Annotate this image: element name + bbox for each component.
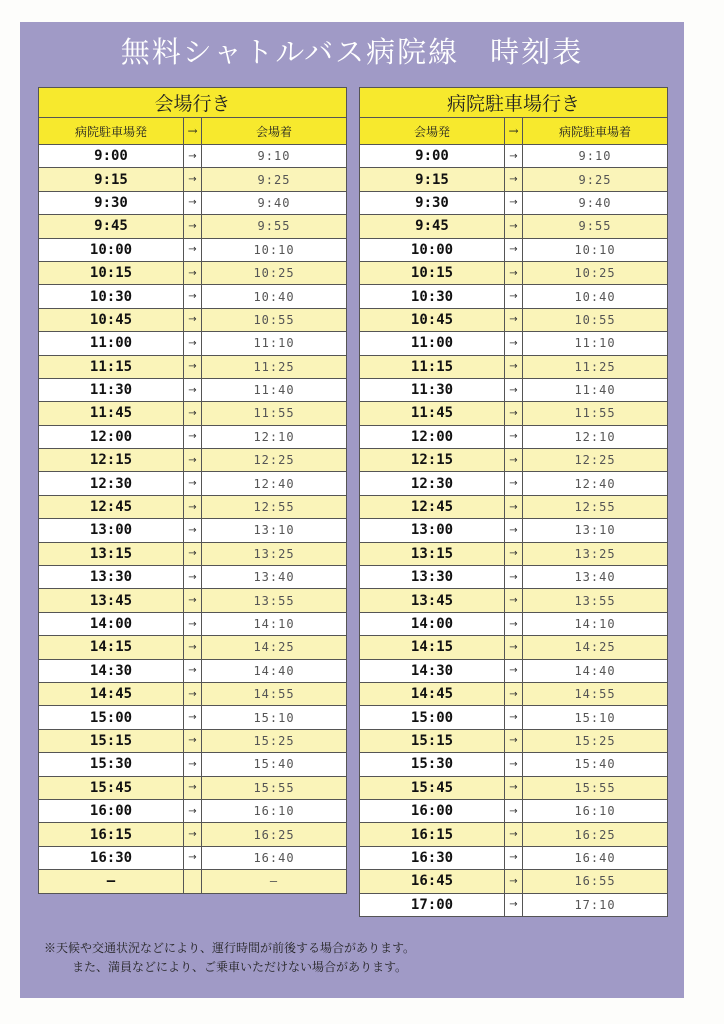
table-row (39, 308, 347, 331)
table-row (39, 753, 347, 776)
departure-time: 11:45 (39, 402, 184, 425)
departure-time: 11:00 (39, 332, 184, 355)
table-row (39, 495, 347, 518)
timetable-sheet (20, 22, 684, 998)
arrival-time: 9:55 (523, 215, 668, 238)
depart-column-header: 会場発 (360, 118, 505, 145)
arrow-glyph: → (184, 566, 202, 589)
departure-time: 13:45 (39, 589, 184, 612)
arrival-time: — (202, 870, 347, 893)
table-row (360, 823, 668, 846)
table-row (360, 589, 668, 612)
arrival-time: 9:25 (523, 168, 668, 191)
arrival-time: 12:10 (202, 425, 347, 448)
arrow-glyph: → (505, 566, 523, 589)
arrival-time: 11:55 (523, 402, 668, 425)
table-row (39, 706, 347, 729)
arrow-glyph: → (184, 285, 202, 308)
arrival-time: 13:25 (523, 542, 668, 565)
departure-time: 9:30 (360, 191, 505, 214)
arrow-glyph: → (184, 753, 202, 776)
arrival-time: 13:55 (523, 589, 668, 612)
arrow-glyph: → (184, 519, 202, 542)
table-row (360, 566, 668, 589)
arrival-time: 9:10 (202, 145, 347, 168)
arrival-time: 9:40 (523, 191, 668, 214)
arrival-time: 14:10 (202, 612, 347, 635)
table-row (39, 191, 347, 214)
departure-time: 10:30 (39, 285, 184, 308)
arrival-time: 11:10 (202, 332, 347, 355)
table-row (360, 612, 668, 635)
table-row (360, 472, 668, 495)
departure-time: 15:45 (39, 776, 184, 799)
departure-time: 12:45 (39, 495, 184, 518)
departure-time: 11:30 (360, 378, 505, 401)
departure-time: 10:00 (360, 238, 505, 261)
table-row (360, 799, 668, 822)
departure-time: 14:00 (360, 612, 505, 635)
arrival-time: 14:55 (202, 682, 347, 705)
arrow-glyph: → (184, 191, 202, 214)
arrow-glyph: → (184, 729, 202, 752)
arrival-time: 16:10 (202, 799, 347, 822)
departure-time: 14:15 (360, 636, 505, 659)
table-row (39, 285, 347, 308)
arrow-glyph: → (505, 753, 523, 776)
table-row (360, 519, 668, 542)
table-row (39, 659, 347, 682)
arrow-glyph: → (505, 870, 523, 893)
table-row (360, 145, 668, 168)
arrival-time: 12:25 (202, 449, 347, 472)
departure-time: 15:30 (360, 753, 505, 776)
arrival-time: 13:40 (202, 566, 347, 589)
arrival-time: 12:55 (202, 495, 347, 518)
note-line: ※天候や交通状況などにより、運行時間が前後する場合があります。 (44, 941, 416, 955)
table-row (39, 542, 347, 565)
arrow-glyph: → (505, 799, 523, 822)
arrival-time: 15:25 (523, 729, 668, 752)
arrow-glyph: → (184, 706, 202, 729)
arrival-time: 16:10 (523, 799, 668, 822)
arrival-time: 17:10 (523, 893, 668, 916)
departure-time: — (39, 870, 184, 893)
arrow-glyph: → (184, 402, 202, 425)
table-row (39, 168, 347, 191)
table-row (360, 449, 668, 472)
arrow-glyph: → (184, 308, 202, 331)
departure-time: 9:15 (360, 168, 505, 191)
arrow-glyph: → (184, 589, 202, 612)
arrow-glyph: → (505, 706, 523, 729)
departure-time: 17:00 (360, 893, 505, 916)
table-row (39, 472, 347, 495)
departure-time: 11:00 (360, 332, 505, 355)
arrow-glyph: → (184, 261, 202, 284)
arrival-time: 10:55 (202, 308, 347, 331)
arrival-time: 13:55 (202, 589, 347, 612)
departure-time: 10:15 (39, 261, 184, 284)
arrival-time: 16:40 (523, 846, 668, 869)
table-row (360, 168, 668, 191)
arrow-glyph: → (505, 846, 523, 869)
departure-time: 14:15 (39, 636, 184, 659)
notes (44, 939, 415, 977)
arrival-time: 16:55 (523, 870, 668, 893)
departure-time: 16:30 (39, 846, 184, 869)
arrow-glyph: → (184, 472, 202, 495)
arrow-glyph: → (505, 682, 523, 705)
table-row (360, 215, 668, 238)
table-row (39, 566, 347, 589)
table-row (360, 308, 668, 331)
departure-time: 11:45 (360, 402, 505, 425)
table-row (360, 870, 668, 893)
table-row (360, 332, 668, 355)
table-row (39, 378, 347, 401)
arrival-time: 15:10 (523, 706, 668, 729)
arrow-glyph: → (505, 191, 523, 214)
arrival-time: 14:40 (523, 659, 668, 682)
arrow-glyph: → (505, 285, 523, 308)
arrival-time: 13:10 (202, 519, 347, 542)
page-title: 無料シャトルバス病院線 時刻表 (120, 35, 584, 69)
departure-time: 14:30 (39, 659, 184, 682)
arrow-glyph: → (184, 823, 202, 846)
table-row (360, 191, 668, 214)
arrival-time: 12:25 (523, 449, 668, 472)
table-row (39, 870, 347, 893)
departure-time: 9:30 (39, 191, 184, 214)
departure-time: 13:00 (360, 519, 505, 542)
arrival-time: 14:25 (202, 636, 347, 659)
departure-time: 12:30 (39, 472, 184, 495)
arrow-glyph: → (505, 823, 523, 846)
departure-time: 16:00 (39, 799, 184, 822)
arrival-time: 15:55 (523, 776, 668, 799)
departure-time: 11:15 (360, 355, 505, 378)
departure-time: 15:30 (39, 753, 184, 776)
departure-time: 10:15 (360, 261, 505, 284)
arrow-glyph: → (184, 542, 202, 565)
arrival-time: 10:40 (202, 285, 347, 308)
arrow-glyph: → (505, 776, 523, 799)
departure-time: 10:45 (39, 308, 184, 331)
arrival-time: 15:55 (202, 776, 347, 799)
arrow-glyph: → (505, 449, 523, 472)
table-row (39, 846, 347, 869)
arrive-column-header: 会場着 (202, 118, 347, 145)
arrow-glyph: → (505, 495, 523, 518)
departure-time: 15:45 (360, 776, 505, 799)
arrow-glyph: → (184, 659, 202, 682)
arrival-time: 16:25 (523, 823, 668, 846)
departure-time: 12:15 (39, 449, 184, 472)
table-row (39, 449, 347, 472)
arrival-time: 14:40 (202, 659, 347, 682)
arrow-glyph: → (505, 168, 523, 191)
departure-time: 13:45 (360, 589, 505, 612)
departure-time: 16:15 (360, 823, 505, 846)
departure-time: 14:45 (360, 682, 505, 705)
departure-time: 15:00 (360, 706, 505, 729)
arrival-time: 15:40 (202, 753, 347, 776)
table-row (39, 729, 347, 752)
departure-time: 10:00 (39, 238, 184, 261)
departure-time: 15:00 (39, 706, 184, 729)
departure-time: 14:00 (39, 612, 184, 635)
table-row (39, 799, 347, 822)
arrival-time: 11:40 (523, 378, 668, 401)
arrival-time: 10:25 (202, 261, 347, 284)
arrow-glyph: → (505, 612, 523, 635)
arrow-glyph: → (505, 519, 523, 542)
arrow-glyph: → (184, 332, 202, 355)
table-row (360, 425, 668, 448)
table-row (360, 378, 668, 401)
arrow-glyph: → (184, 168, 202, 191)
arrow-glyph: → (505, 261, 523, 284)
arrival-time: 13:40 (523, 566, 668, 589)
arrow-glyph: → (505, 589, 523, 612)
table-row (39, 238, 347, 261)
arrow-glyph: → (505, 472, 523, 495)
arrow-glyph: → (505, 893, 523, 916)
arrow-glyph: → (184, 378, 202, 401)
table-row (39, 261, 347, 284)
arrival-time: 14:10 (523, 612, 668, 635)
arrow-glyph: → (184, 776, 202, 799)
departure-time: 13:30 (360, 566, 505, 589)
arrival-time: 10:25 (523, 261, 668, 284)
table-row (360, 706, 668, 729)
table-row (39, 589, 347, 612)
departure-time: 16:30 (360, 846, 505, 869)
arrival-time: 9:10 (523, 145, 668, 168)
table-row (39, 355, 347, 378)
arrow-glyph: → (505, 402, 523, 425)
arrival-time: 16:40 (202, 846, 347, 869)
arrow-glyph: → (505, 215, 523, 238)
table-row (39, 682, 347, 705)
table-row (39, 636, 347, 659)
table-row (39, 425, 347, 448)
arrival-time: 14:25 (523, 636, 668, 659)
departure-time: 11:30 (39, 378, 184, 401)
departure-time: 14:45 (39, 682, 184, 705)
departure-time: 14:30 (360, 659, 505, 682)
departure-time: 12:15 (360, 449, 505, 472)
arrival-time: 10:10 (202, 238, 347, 261)
arrow-glyph: → (184, 636, 202, 659)
table-row (39, 776, 347, 799)
table-to-hospital-parking (359, 87, 668, 917)
arrival-time: 10:55 (523, 308, 668, 331)
table-row (360, 355, 668, 378)
arrival-time: 9:40 (202, 191, 347, 214)
table-row (360, 776, 668, 799)
arrow-glyph: → (184, 425, 202, 448)
arrow-column-header: → (505, 118, 523, 145)
direction-heading: 病院駐車場行き (360, 88, 668, 118)
arrival-time: 11:40 (202, 378, 347, 401)
departure-time: 13:15 (39, 542, 184, 565)
departure-time: 9:45 (39, 215, 184, 238)
arrival-time: 10:10 (523, 238, 668, 261)
table-row (360, 893, 668, 916)
table-row (360, 729, 668, 752)
departure-time: 9:00 (39, 145, 184, 168)
arrival-time: 9:25 (202, 168, 347, 191)
departure-time: 10:30 (360, 285, 505, 308)
table-to-venue (38, 87, 347, 894)
arrow-column-header: → (184, 118, 202, 145)
arrow-glyph: → (505, 425, 523, 448)
arrow-glyph (184, 870, 202, 893)
arrival-time: 12:55 (523, 495, 668, 518)
arrival-time: 15:40 (523, 753, 668, 776)
departure-time: 13:30 (39, 566, 184, 589)
arrow-glyph: → (505, 729, 523, 752)
arrival-time: 16:25 (202, 823, 347, 846)
departure-time: 15:15 (39, 729, 184, 752)
table-row (39, 612, 347, 635)
departure-time: 15:15 (360, 729, 505, 752)
table-row (360, 495, 668, 518)
table-row (360, 682, 668, 705)
arrow-glyph: → (505, 659, 523, 682)
departure-time: 12:00 (360, 425, 505, 448)
arrow-glyph: → (505, 636, 523, 659)
arrow-glyph: → (505, 308, 523, 331)
arrival-time: 11:55 (202, 402, 347, 425)
table-row (360, 753, 668, 776)
table-row (39, 215, 347, 238)
departure-time: 13:00 (39, 519, 184, 542)
departure-time: 9:00 (360, 145, 505, 168)
arrow-glyph: → (505, 145, 523, 168)
arrow-glyph: → (505, 355, 523, 378)
arrow-glyph: → (184, 238, 202, 261)
arrow-glyph: → (505, 238, 523, 261)
departure-time: 12:45 (360, 495, 505, 518)
arrival-time: 14:55 (523, 682, 668, 705)
departure-time: 16:00 (360, 799, 505, 822)
table-row (360, 659, 668, 682)
table-row (360, 846, 668, 869)
arrow-glyph: → (184, 449, 202, 472)
departure-time: 9:15 (39, 168, 184, 191)
table-row (39, 823, 347, 846)
table-row (39, 402, 347, 425)
arrow-glyph: → (505, 332, 523, 355)
arrow-glyph: → (505, 378, 523, 401)
arrow-glyph: → (505, 542, 523, 565)
departure-time: 11:15 (39, 355, 184, 378)
table-row (39, 145, 347, 168)
arrival-time: 11:25 (523, 355, 668, 378)
arrow-glyph: → (184, 846, 202, 869)
arrival-time: 12:40 (202, 472, 347, 495)
departure-time: 13:15 (360, 542, 505, 565)
arrival-time: 15:25 (202, 729, 347, 752)
table-row (39, 332, 347, 355)
arrow-glyph: → (184, 612, 202, 635)
departure-time: 12:30 (360, 472, 505, 495)
departure-time: 12:00 (39, 425, 184, 448)
arrive-column-header: 病院駐車場着 (523, 118, 668, 145)
table-row (360, 636, 668, 659)
arrival-time: 12:40 (523, 472, 668, 495)
table-row (360, 261, 668, 284)
departure-time: 16:15 (39, 823, 184, 846)
arrival-time: 10:40 (523, 285, 668, 308)
table-row (360, 238, 668, 261)
departure-time: 10:45 (360, 308, 505, 331)
arrival-time: 12:10 (523, 425, 668, 448)
depart-column-header: 病院駐車場発 (39, 118, 184, 145)
table-row (360, 285, 668, 308)
arrow-glyph: → (184, 682, 202, 705)
table-row (39, 519, 347, 542)
direction-heading: 会場行き (39, 88, 347, 118)
arrow-glyph: → (184, 799, 202, 822)
arrival-time: 11:25 (202, 355, 347, 378)
note-line: また、満員などにより、ご乗車いただけない場合があります。 (72, 960, 408, 974)
table-row (360, 402, 668, 425)
departure-time: 9:45 (360, 215, 505, 238)
arrow-glyph: → (184, 495, 202, 518)
arrow-glyph: → (184, 355, 202, 378)
arrival-time: 9:55 (202, 215, 347, 238)
table-row (360, 542, 668, 565)
arrival-time: 15:10 (202, 706, 347, 729)
arrow-glyph: → (184, 215, 202, 238)
departure-time: 16:45 (360, 870, 505, 893)
arrival-time: 13:25 (202, 542, 347, 565)
arrival-time: 11:10 (523, 332, 668, 355)
arrival-time: 13:10 (523, 519, 668, 542)
arrow-glyph: → (184, 145, 202, 168)
